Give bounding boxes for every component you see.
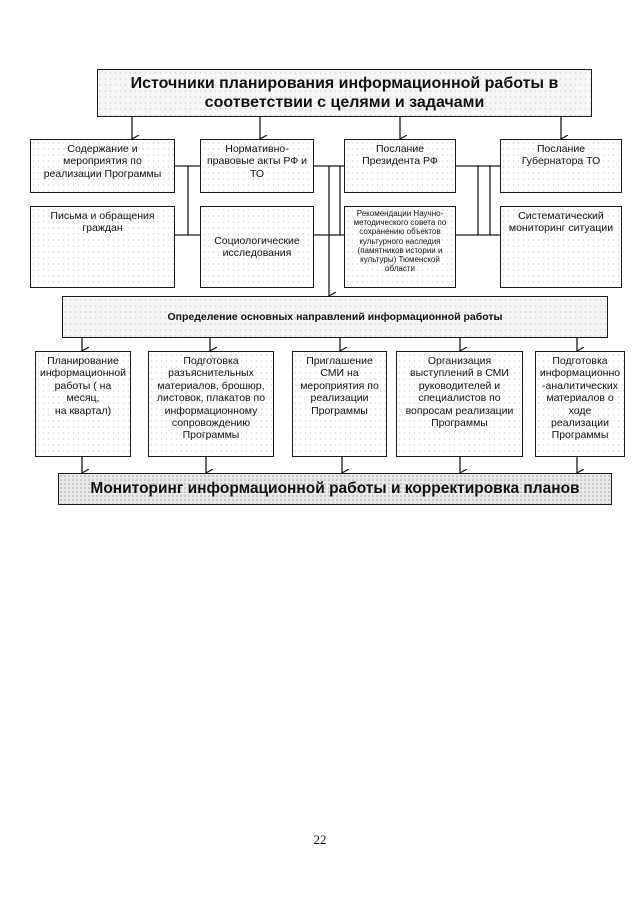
source-box-program-content: Содержание и мероприятия по реализации Программы [30, 139, 175, 193]
activity-box-explanatory-materials: Подготовка разъяснительных материалов, брошюр, листовок, плакатов по информационному сопровождению Программы [148, 351, 274, 457]
activity-box-analytical-materials: Подготовка информационно -аналитических материалов о ходе реализации Программы [535, 351, 625, 457]
activity-box-planning: Планирование информационной работы ( на месяц, на квартал) [35, 351, 131, 457]
monitoring-box: Мониторинг информационной работы и корректировка планов [58, 473, 612, 505]
source-box-sociological-research: Социологические исследования [200, 206, 314, 288]
source-box-legal-acts: Нормативно- правовые акты РФ и ТО [200, 139, 314, 193]
title-box [97, 69, 592, 117]
page-number: 22 [313, 832, 327, 847]
source-box-citizen-letters: Письма и обращения граждан [30, 206, 175, 288]
source-box-council-recommendations: Рекомендации Научно- методического совета по сохранению объектов культурного наследия (памятников истории и культуры) Тюменской области [344, 206, 456, 288]
source-box-governor-address: Послание Губернатора ТО [500, 139, 622, 193]
activity-box-media-speeches: Организация выступлений в СМИ руководителей и специалистов по вопросам реализации Программы [396, 351, 523, 457]
activity-box-media-invitation: Приглашение СМИ на мероприятия по реализации Программы [292, 351, 387, 457]
diagram-title: Источники планирования информационной работы в соответствии с целями и задачами [130, 74, 559, 111]
source-box-systematic-monitoring: Систематический мониторинг ситуации [500, 206, 622, 288]
definition-box: Определение основных направлений информационной работы [62, 296, 608, 338]
source-box-president-address: Послание Президента РФ [344, 139, 456, 193]
